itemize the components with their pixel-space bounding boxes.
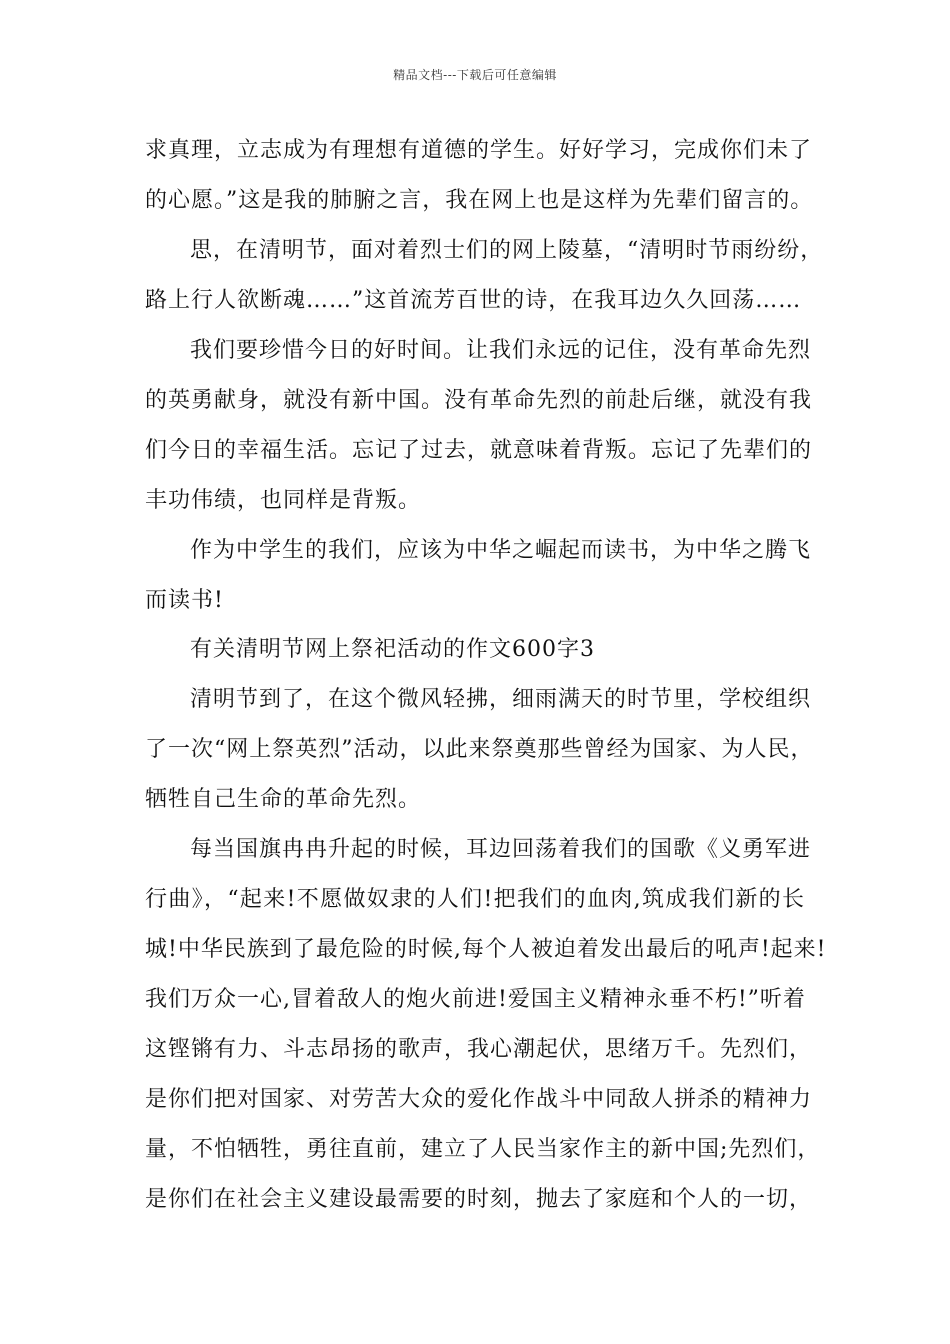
page-header: 精品文档---下载后可任意编辑 bbox=[393, 68, 557, 82]
paragraph-line: 我们要珍惜今日的好时间。让我们永远的记住，没有革命先烈 bbox=[190, 338, 812, 363]
paragraph-line: 求真理，立志成为有理想有道德的学生。好好学习，完成你们未了 bbox=[145, 138, 813, 163]
paragraph-line: 这铿锵有力、斗志昂扬的歌声，我心潮起伏，思绪万千。先烈们， bbox=[145, 1037, 813, 1062]
paragraph-line: 路上行人欲断魂……”这首流芳百世的诗，在我耳边久久回荡…… bbox=[145, 288, 802, 313]
paragraph-line: 的心愿。”这是我的肺腑之言，我在网上也是这样为先辈们留言的。 bbox=[145, 188, 814, 213]
paragraph-line: 思，在清明节，面对着烈士们的网上陵墓，“清明时节雨纷纷， bbox=[190, 238, 824, 263]
paragraph-line: 量，不怕牺牲，勇往直前，建立了人民当家作主的新中国;先烈们， bbox=[145, 1137, 821, 1162]
paragraph-line: 而读书! bbox=[145, 588, 224, 613]
paragraph-line: 丰功伟绩，也同样是背叛。 bbox=[145, 488, 422, 513]
paragraph-line: 我们万众一心,冒着敌人的炮火前进!爱国主义精神永垂不朽!”听着 bbox=[145, 987, 806, 1012]
paragraph-line: 是你们把对国家、对劳苦大众的爱化作战斗中同敌人拼杀的精神力 bbox=[145, 1087, 813, 1112]
paragraph-line: 每当国旗冉冉升起的时候，耳边回荡着我们的国歌《义勇军进 bbox=[190, 837, 812, 862]
paragraph-line: 了一次“网上祭英烈”活动，以此来祭奠那些曾经为国家、为人民， bbox=[145, 737, 814, 762]
paragraph-line: 清明节到了，在这个微风轻拂，细雨满天的时节里，学校组织 bbox=[190, 687, 812, 712]
paragraph-line: 行曲》，“起来!不愿做奴隶的人们!把我们的血肉,筑成我们新的长 bbox=[145, 887, 805, 912]
paragraph-line: 城!中华民族到了最危险的时候,每个人被迫着发出最后的吼声!起来! bbox=[145, 937, 827, 962]
section-heading: 有关清明节网上祭祀活动的作文600字3 bbox=[190, 637, 595, 662]
paragraph-line: 作为中学生的我们，应该为中华之崛起而读书，为中华之腾飞 bbox=[190, 538, 812, 563]
paragraph-line: 们今日的幸福生活。忘记了过去，就意味着背叛。忘记了先辈们的 bbox=[145, 438, 813, 463]
paragraph-line: 牺牲自己生命的革命先烈。 bbox=[145, 787, 422, 812]
paragraph-line: 是你们在社会主义建设最需要的时刻，抛去了家庭和个人的一切， bbox=[145, 1187, 813, 1212]
paragraph-line: 的英勇献身，就没有新中国。没有革命先烈的前赴后继，就没有我 bbox=[145, 388, 813, 413]
